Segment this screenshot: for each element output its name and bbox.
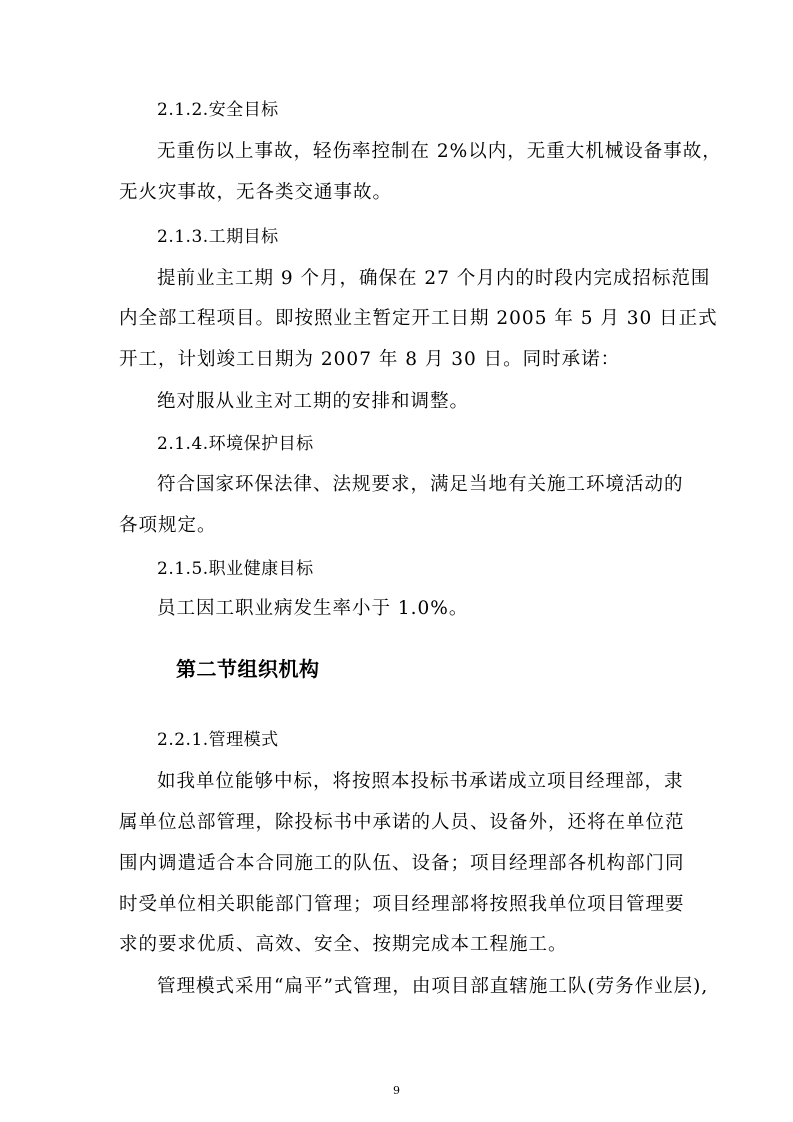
section-heading-organization: 第二节组织机构 [176,657,320,681]
paragraph-line: 属单位总部管理，除投标书中承诺的人员、设备外，还将在单位范 [119,812,685,833]
paragraph-line: 无重伤以上事故，轻伤率控制在 2%以内，无重大机械设备事故， [157,141,722,162]
paragraph-line: 提前业主工期 9 个月，确保在 27 个月内的时段内完成招标范围 [157,268,711,289]
paragraph-line: 管理模式采用“扁平”式管理，由项目部直辖施工队(劳务作业层), [157,976,709,997]
subheading-management-mode: 2.2.1.管理模式 [157,730,279,750]
paragraph-line: 如我单位能够中标，将按照本投标书承诺成立项目经理部，隶 [157,771,684,792]
paragraph-line: 开工，计划竣工日期为 2007 年 8 月 30 日。同时承诺： [119,349,621,370]
subheading-health-target: 2.1.5.职业健康目标 [157,559,314,579]
paragraph-line: 员工因工职业病发生率小于 1.0%。 [157,598,469,619]
subheading-safety-target: 2.1.2.安全目标 [157,100,279,120]
paragraph-line: 时受单位相关职能部门管理；项目经理部将按照我单位项目管理要 [119,894,685,915]
paragraph-line: 符合国家环保法律、法规要求，满足当地有关施工环境活动的 [157,474,684,495]
paragraph-line: 求的要求优质、高效、安全、按期完成本工程施工。 [119,934,568,955]
paragraph-line: 各项规定。 [119,515,217,536]
paragraph-line: 绝对服从业主对工期的安排和调整。 [157,391,470,412]
paragraph-line: 围内调遣适合本合同施工的队伍、设备；项目经理部各机构部门同 [119,853,685,874]
subheading-schedule-target: 2.1.3.工期目标 [157,227,279,247]
page-number: 9 [393,1084,400,1097]
subheading-environment-target: 2.1.4.环境保护目标 [157,434,314,454]
paragraph-line: 无火灾事故，无各类交通事故。 [119,182,393,203]
paragraph-line: 内全部工程项目。即按照业主暂定开工日期 2005 年 5 月 30 日正式 [119,308,718,329]
